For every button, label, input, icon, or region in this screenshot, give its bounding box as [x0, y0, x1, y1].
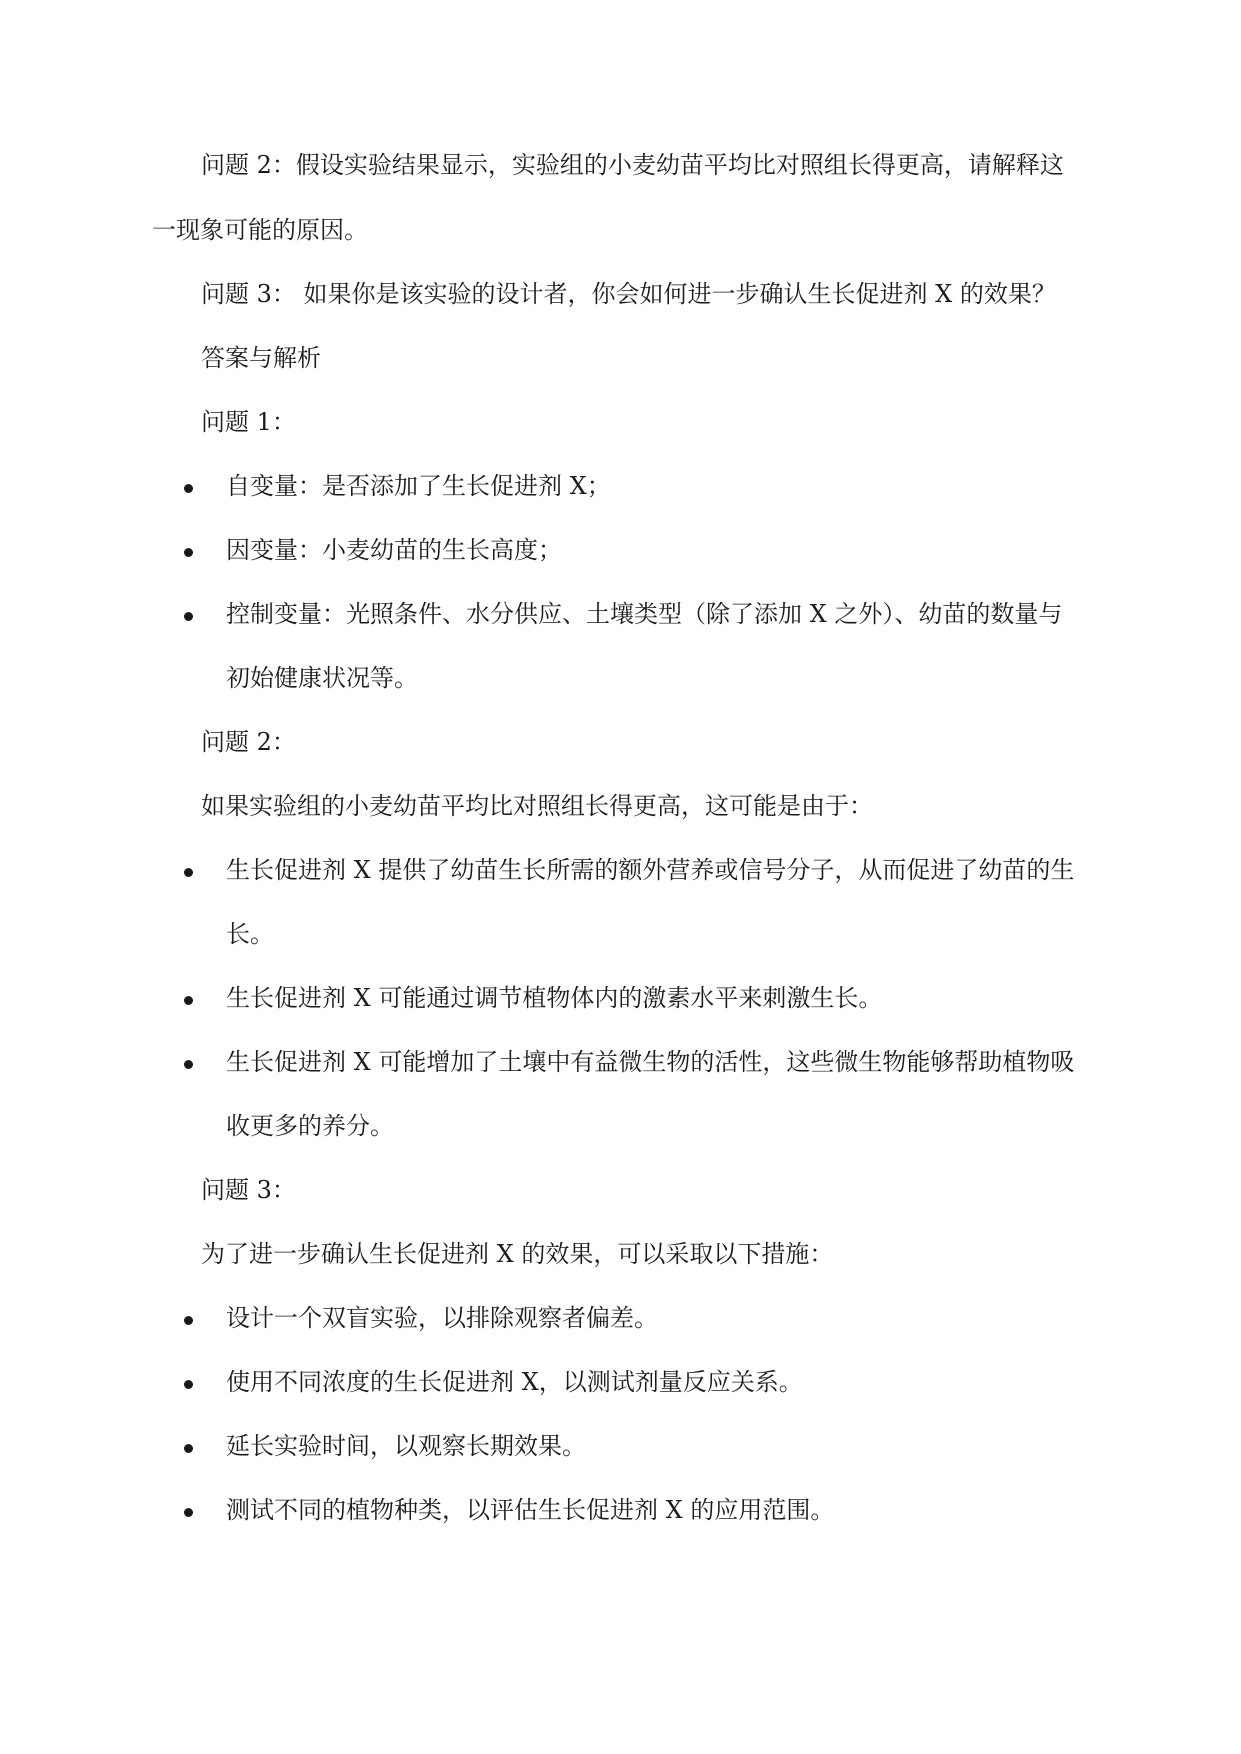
list-item: 生长促进剂 X 可能通过调节植物体内的激素水平来刺激生长。 — [226, 984, 883, 1012]
list-item: 因变量：小麦幼苗的生长高度； — [226, 536, 562, 564]
list-item-continuation: 长。 — [226, 920, 274, 948]
bullet-icon — [184, 612, 193, 621]
bullet-icon — [184, 868, 193, 877]
bullet-icon — [184, 1444, 193, 1453]
answer-1-heading: 问题 1： — [201, 408, 296, 436]
answer-2-heading: 问题 2： — [201, 728, 296, 756]
list-item-continuation: 收更多的养分。 — [226, 1112, 394, 1140]
question-2-prompt-line-2: 一现象可能的原因。 — [152, 216, 368, 244]
list-item: 生长促进剂 X 提供了幼苗生长所需的额外营养或信号分子，从而促进了幼苗的生 — [226, 856, 1075, 884]
question-2-prompt-line-1: 问题 2：假设实验结果显示，实验组的小麦幼苗平均比对照组长得更高，请解释这 — [201, 151, 1064, 179]
answer-2-intro: 如果实验组的小麦幼苗平均比对照组长得更高，这可能是由于： — [201, 792, 873, 820]
list-item-continuation: 初始健康状况等。 — [226, 664, 418, 692]
bullet-icon — [184, 1316, 193, 1325]
list-item: 控制变量：光照条件、水分供应、土壤类型（除了添加 X 之外）、幼苗的数量与 — [226, 600, 1063, 628]
bullet-icon — [184, 484, 193, 493]
bullet-icon — [184, 1508, 193, 1517]
bullet-icon — [184, 996, 193, 1005]
answers-heading: 答案与解析 — [201, 344, 321, 372]
question-3-prompt: 问题 3： 如果你是该实验的设计者，你会如何进一步确认生长促进剂 X 的效果？ — [201, 280, 1056, 308]
list-item: 生长促进剂 X 可能增加了土壤中有益微生物的活性，这些微生物能够帮助植物吸 — [226, 1048, 1075, 1076]
list-item: 测试不同的植物种类，以评估生长促进剂 X 的应用范围。 — [226, 1496, 835, 1524]
bullet-icon — [184, 1060, 193, 1069]
list-item: 自变量：是否添加了生长促进剂 X； — [226, 472, 611, 500]
list-item: 延长实验时间，以观察长期效果。 — [226, 1432, 586, 1460]
bullet-icon — [184, 548, 193, 557]
bullet-icon — [184, 1380, 193, 1389]
answer-3-intro: 为了进一步确认生长促进剂 X 的效果，可以采取以下措施： — [201, 1240, 834, 1268]
list-item: 设计一个双盲实验，以排除观察者偏差。 — [226, 1304, 658, 1332]
list-item: 使用不同浓度的生长促进剂 X，以测试剂量反应关系。 — [226, 1368, 803, 1396]
answer-3-heading: 问题 3： — [201, 1176, 296, 1204]
